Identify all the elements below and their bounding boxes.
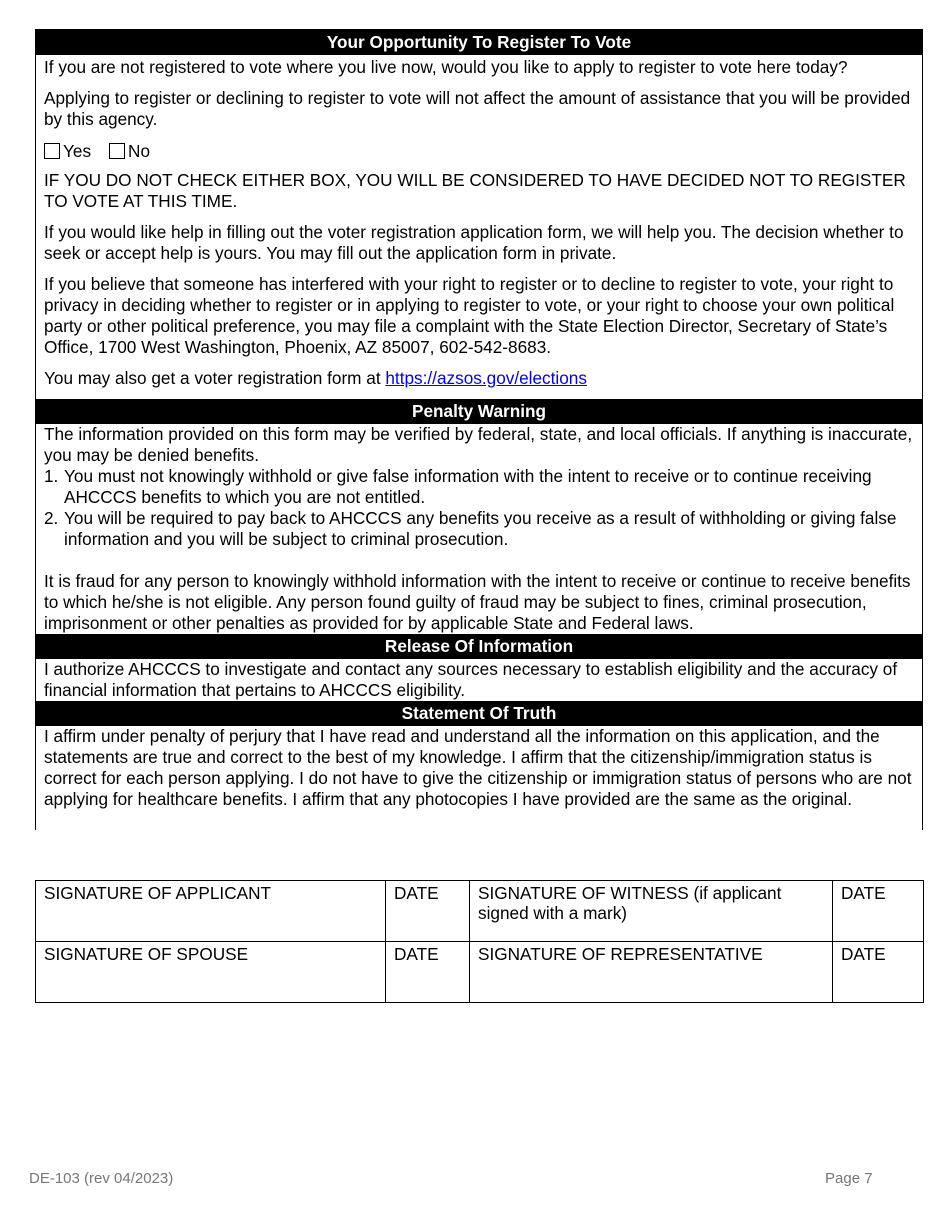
applicant-signature-label: SIGNATURE OF APPLICANT: [44, 883, 271, 903]
release-text: I authorize AHCCCS to investigate and contact any sources necessary to establish eligibility and the accuracy of financial information that pertains to AHCCCS eligibility.: [44, 659, 898, 700]
vote-link-prefix: You may also get a voter registration form at: [44, 368, 386, 388]
release-section-header: Release Of Information: [36, 634, 922, 659]
vote-complaint-note: If you believe that someone has interfered with your right to register or to decline to register to vote, your right to privacy in deciding whether to register or in applying to register to vote, or your right to choose your own political party or other political preference, you may file a complaint with the State Election Director, Secretary of State’s Office, 1700 West Washington, Phoenix, AZ 85007, 602-542-8683.: [44, 274, 895, 357]
spouse-signature-label: SIGNATURE OF SPOUSE: [44, 944, 249, 964]
yes-label: Yes: [63, 140, 92, 161]
spouse-date-field[interactable]: [386, 942, 470, 1003]
table-row: [36, 881, 924, 942]
vote-form-link-line: [44, 368, 914, 389]
applicant-signature-field[interactable]: [36, 881, 386, 942]
list-text: You will be required to pay back to AHCCCS any benefits you receive as a result of withholding or giving false information and you will be subject to criminal prosecution.: [64, 508, 897, 549]
vote-default-warning: IF YOU DO NOT CHECK EITHER BOX, YOU WILL BE CONSIDERED TO HAVE DECIDED NOT TO REGISTER TO VOTE AT THIS TIME.: [44, 170, 906, 211]
date-label: DATE: [394, 883, 439, 903]
vote-question: If you are not registered to vote where you live now, would you like to apply to register to vote here today?: [44, 57, 848, 77]
applicant-date-field[interactable]: [386, 881, 470, 942]
witness-date-field[interactable]: [833, 881, 924, 942]
witness-signature-label: SIGNATURE OF WITNESS (if applicant signed with a mark): [478, 883, 782, 923]
vote-choice-group: [44, 140, 914, 162]
checkbox-square-icon[interactable]: [44, 143, 60, 159]
vote-assistance-note: Applying to register or declining to register to vote will not affect the amount of assistance that you will be provided by this agency.: [44, 88, 911, 129]
vote-section: [36, 57, 922, 389]
truth-section-header: Statement Of Truth: [36, 701, 922, 726]
date-label: DATE: [841, 944, 886, 964]
representative-signature-field[interactable]: [470, 942, 833, 1003]
page-number: Page 7: [825, 1170, 873, 1187]
representative-signature-label: SIGNATURE OF REPRESENTATIVE: [478, 944, 763, 964]
truth-text: I affirm under penalty of perjury that I have read and understand all the information on this application, and the statements are true and correct to the best of my knowledge. I affirm that the citizenship/immigration status is correct for each person applying. I do not have to give the citizenship or immigration status of persons who are not applying for healthcare benefits. I affirm that any photocopies I have provided are the same as the original.: [44, 726, 912, 809]
list-number: 1.: [44, 466, 59, 486]
vote-help-note: If you would like help in filling out the voter registration application form, we will help you. The decision whether to seek or accept help is yours. You may fill out the application form in private.: [44, 222, 904, 263]
list-text: You must not knowingly withhold or give false information with the intent to receive or to continue receiving AHCCCS benefits to which you are not entitled.: [64, 466, 872, 507]
list-item: [44, 466, 914, 508]
elections-link[interactable]: https://azsos.gov/elections: [385, 368, 587, 388]
fraud-statement: It is fraud for any person to knowingly withhold information with the intent to receive or continue to receive benefits to which he/she is not eligible. Any person found guilty of fraud may be subject to fines, criminal prosecution, imprisonment or other penalties as provided for by applicable State and Federal laws.: [44, 571, 911, 633]
penalty-list: [44, 466, 914, 550]
date-label: DATE: [394, 944, 439, 964]
date-label: DATE: [841, 883, 886, 903]
list-number: 2.: [44, 508, 59, 528]
representative-date-field[interactable]: [833, 942, 924, 1003]
signature-table: [35, 880, 924, 1003]
spouse-signature-field[interactable]: [36, 942, 386, 1003]
spacer: [44, 550, 914, 571]
release-section: [36, 659, 922, 701]
checkbox-square-icon[interactable]: [109, 143, 125, 159]
truth-section: [36, 726, 922, 810]
application-form: [35, 29, 923, 830]
penalty-section-header: Penalty Warning: [36, 399, 922, 424]
form-id: DE-103 (rev 04/2023): [29, 1170, 174, 1187]
vote-section-header: Your Opportunity To Register To Vote: [36, 30, 922, 55]
yes-checkbox[interactable]: [44, 141, 91, 162]
no-checkbox[interactable]: [109, 141, 150, 162]
no-label: No: [128, 140, 151, 161]
penalty-section: [36, 424, 922, 634]
table-row: [36, 942, 924, 1003]
penalty-intro: The information provided on this form may be verified by federal, state, and local officials. If anything is inaccurate, you may be denied benefits.: [44, 424, 913, 465]
witness-signature-field[interactable]: [470, 881, 833, 942]
list-item: [44, 508, 914, 550]
